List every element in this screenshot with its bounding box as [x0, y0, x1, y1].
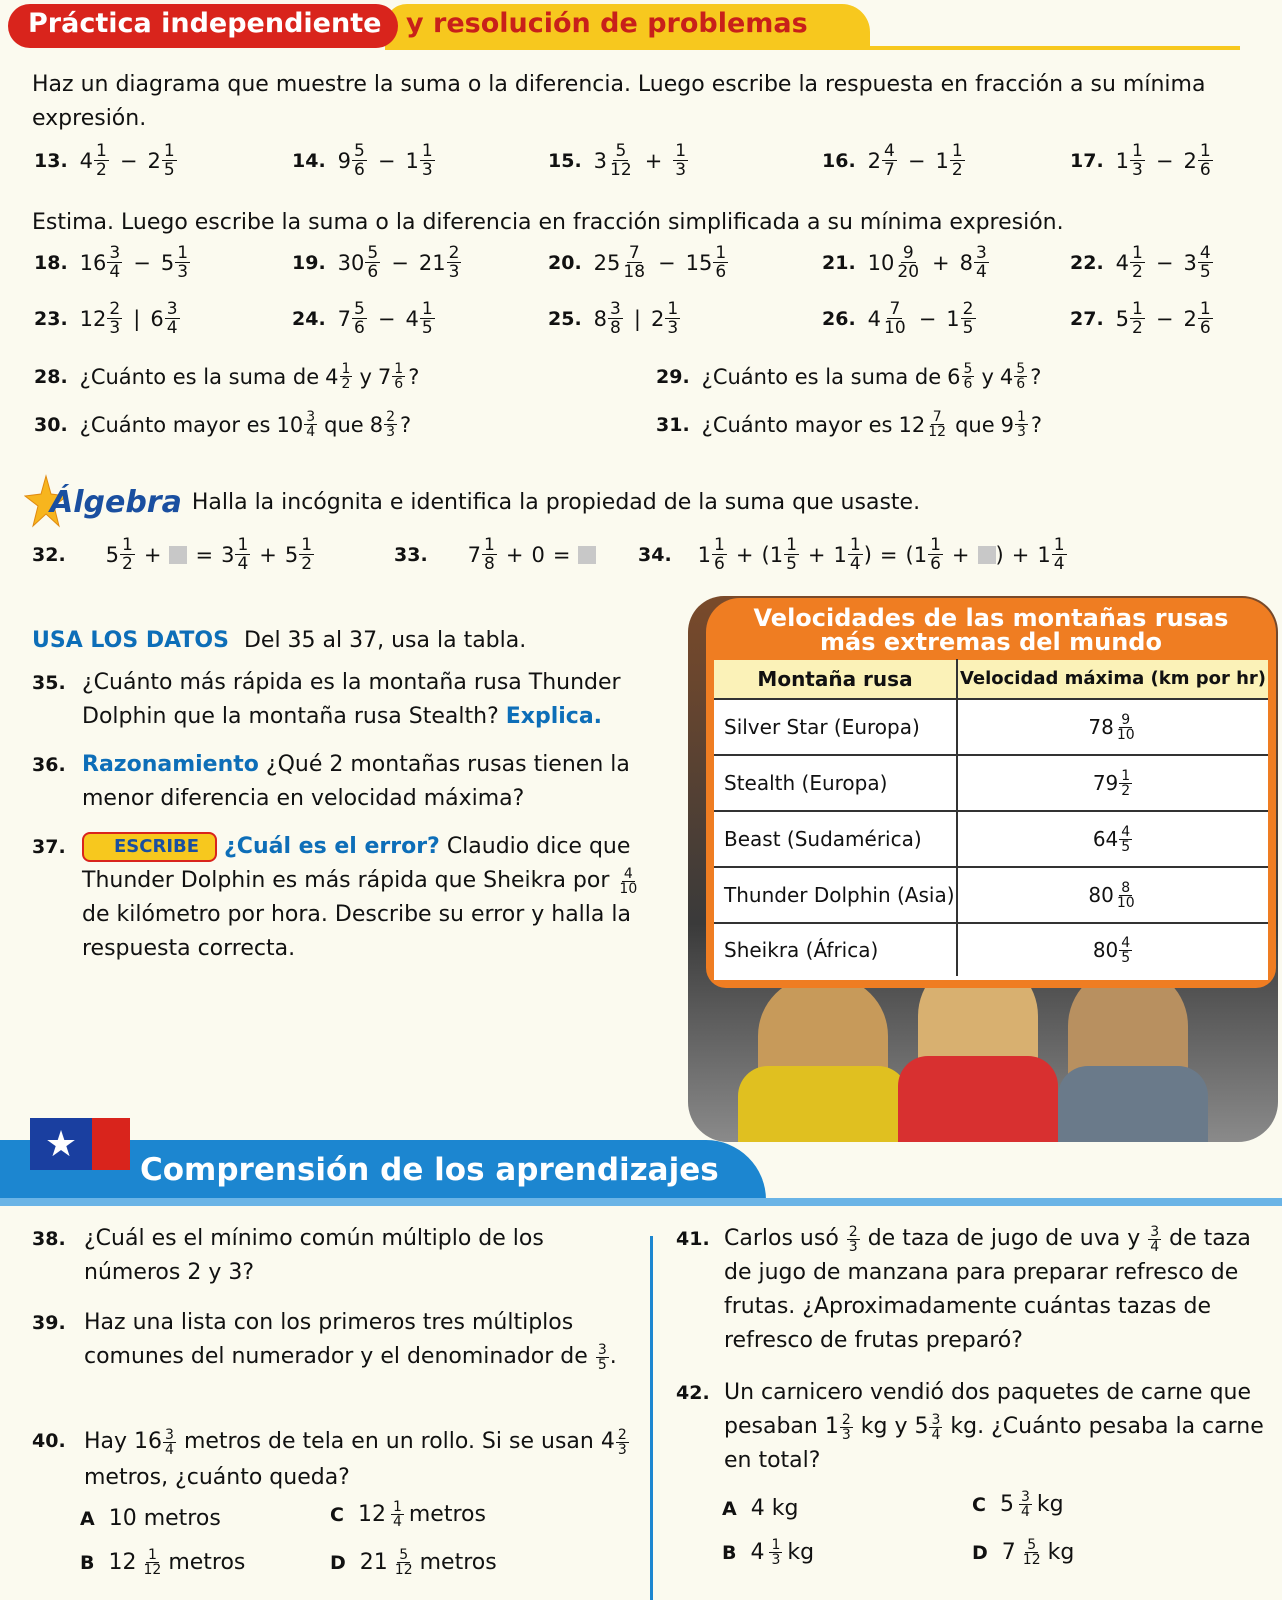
- operand-a-whole: 1: [1115, 148, 1130, 173]
- operand-a-whole: 30: [337, 250, 365, 275]
- datos-heading: [32, 628, 526, 653]
- operand-a-fraction: $\frac{1}{2}$: [96, 141, 107, 180]
- operand-a-fraction: $\frac{7}{18}$: [623, 243, 646, 282]
- operand-a-fraction: $\frac{5}{6}$: [367, 243, 379, 282]
- operand-a-fraction: $\frac{1}{3}$: [1132, 141, 1143, 180]
- operand-a-fraction: $\frac{5}{6}$: [354, 299, 365, 338]
- q38-text: ¿Cuál es el mínimo común múltiplo de los números 2 y 3?: [84, 1226, 544, 1285]
- problem-33: 33. 7 $\frac{1}{8}$ + 0 =: [394, 536, 596, 573]
- operand-b-fraction: $\frac{3}{4}$: [976, 243, 987, 282]
- operand-a-fraction: $\frac{5}{6}$: [354, 141, 365, 180]
- operand-b-whole: 8: [959, 250, 974, 275]
- operand-b-fraction: $\frac{1}{3}$: [177, 243, 189, 282]
- operand-b-fraction: $\frac{1}{3}$: [675, 141, 687, 180]
- operand-b-whole: 2: [1183, 306, 1197, 331]
- table-cell-name: Beast (Sudamérica): [714, 812, 958, 866]
- table-col-name: Montaña rusa: [714, 659, 958, 699]
- problem-23: [34, 300, 181, 337]
- operand-a-whole: 10: [867, 250, 895, 275]
- table-cell-speed: 80 $\frac{8}{10}$: [1088, 879, 1135, 911]
- rider-shirt-3: [1058, 1066, 1208, 1142]
- problem-number: 21.: [822, 251, 856, 274]
- problem-number: 14.: [292, 149, 326, 172]
- question-28: 28. ¿Cuánto es la suma de 4 $\frac{1}{2}$ y 7 $\frac{1}{6}$ ?: [34, 361, 420, 392]
- q42-option-b[interactable]: B 4 $\frac{1}{3}$ kg: [722, 1537, 815, 1568]
- operator: −: [119, 148, 138, 173]
- q38-number: 38.: [32, 1228, 66, 1250]
- unknown-box[interactable]: [169, 546, 187, 564]
- problem-number: 22.: [1070, 251, 1104, 274]
- operand-a-whole: 2: [867, 148, 882, 173]
- q37-text-1: Claudio dice que Thunder Dolphin es más rápida que Sheikra por: [82, 834, 631, 893]
- table-cell-speed: 79 $\frac{1}{2}$: [1092, 767, 1131, 799]
- table-row: [714, 812, 1268, 868]
- algebra-label: Álgebra: [50, 484, 182, 520]
- section-title: Comprensión de los aprendizajes: [140, 1152, 719, 1188]
- operator: −: [377, 306, 396, 331]
- problem-number: 24.: [292, 307, 326, 330]
- table-title-line-1: Velocidades de las montañas rusas: [753, 604, 1229, 632]
- table-title-line-2: más extremas del mundo: [820, 628, 1162, 656]
- operand-b-fraction: $\frac{1}{2}$: [951, 141, 963, 180]
- question-39: 39. Haz una lista con los primeros tres múltiplos comunes del numerador y el denominador de $\frac{3}{5}$ .: [32, 1306, 622, 1374]
- operand-a-fraction: $\frac{5}{12}$: [610, 141, 632, 180]
- unknown-box[interactable]: [978, 546, 996, 564]
- problem-14: [292, 142, 436, 179]
- operand-b-fraction: $\frac{4}{5}$: [1199, 243, 1211, 282]
- problem-number: 17.: [1070, 149, 1104, 172]
- operand-b-whole: 6: [150, 306, 164, 331]
- q39-fraction: $\frac{3}{5}$: [597, 1341, 607, 1373]
- operator: +: [644, 148, 663, 173]
- table-cell-name: Stealth (Europa): [714, 756, 958, 810]
- header-right-title: y resolución de problemas: [406, 8, 808, 39]
- table-cell-name: Silver Star (Europa): [714, 700, 958, 754]
- table-cell-speed: 64 $\frac{4}{5}$: [1092, 823, 1131, 855]
- operand-a-fraction: $\frac{4}{7}$: [884, 141, 895, 180]
- problem-25: [548, 300, 681, 337]
- operand-a-fraction: $\frac{1}{2}$: [1132, 299, 1143, 338]
- problem-24: [292, 300, 436, 337]
- table-cell-name: Thunder Dolphin (Asia): [714, 868, 958, 922]
- operand-b-fraction: $\frac{1}{5}$: [421, 299, 433, 338]
- table-header-row: [714, 660, 1268, 700]
- operand-b-fraction: $\frac{2}{3}$: [448, 243, 460, 282]
- problem-19: [292, 244, 462, 281]
- question-29: 29. ¿Cuánto es la suma de 6 $\frac{5}{6}$ y 4 $\frac{5}{6}$ ?: [656, 361, 1042, 392]
- q36-label: Razonamiento: [82, 752, 259, 777]
- operator: −: [377, 148, 396, 173]
- table-cell-name: Sheikra (África): [714, 924, 958, 976]
- operand-b-fraction: $\frac{1}{6}$: [715, 243, 727, 282]
- operand-b-whole: 21: [418, 250, 446, 275]
- problem-17: [1070, 142, 1214, 179]
- operand-a-whole: 3: [593, 148, 608, 173]
- rider-shirt-2: [898, 1056, 1058, 1142]
- problem-34: 34. 1 $\frac{1}{6}$ + ( 1 $\frac{1}{5}$ + 1 $\frac{1}{4}$ ) = ( 1 $\frac{1}{6}$ + ) + 1 $\frac{1}{4}$: [638, 535, 1065, 574]
- data-table: [714, 660, 1268, 980]
- operand-b-fraction: $\frac{1}{3}$: [421, 141, 433, 180]
- operand-a-whole: 4: [79, 148, 94, 173]
- operand-b-whole: 15: [685, 250, 713, 275]
- problem-number: 27.: [1070, 307, 1104, 330]
- operand-a-fraction: $\frac{1}{2}$: [1132, 243, 1143, 282]
- problem-18: [34, 244, 191, 281]
- q39-number: 39.: [32, 1312, 66, 1334]
- operand-b-whole: 2: [1183, 148, 1197, 173]
- q42-option-a[interactable]: A 4 kg: [722, 1496, 799, 1521]
- q39-text: Haz una lista con los primeros tres múltiplos comunes del numerador y el denominador de: [84, 1310, 588, 1369]
- header-underline: [385, 46, 1240, 50]
- table-col-speed: Velocidad máxima (km por hr): [959, 668, 1267, 689]
- q40-option-d[interactable]: D 21 $\frac{5}{12}$ metros: [330, 1547, 497, 1578]
- q37-text-2: de kilómetro por hora. Describe su error y halla la respuesta correcta.: [82, 902, 631, 961]
- operand-a-whole: 8: [593, 306, 608, 331]
- operand-a-fraction: $\frac{2}{3}$: [109, 299, 121, 338]
- table-cell-speed: 78 $\frac{9}{10}$: [1088, 711, 1135, 743]
- operator: |: [633, 306, 641, 331]
- operand-a-fraction: $\frac{3}{8}$: [610, 299, 621, 338]
- q35-explica: Explica.: [505, 704, 603, 729]
- operand-b-fraction: $\frac{1}{3}$: [667, 299, 679, 338]
- problem-26: [822, 300, 977, 337]
- question-41: 41. Carlos usó $\frac{2}{3}$ de taza de jugo de uva y $\frac{3}{4}$ de taza de jugo de manzana para preparar refresco de frutas. ¿Aproximadamente cuántas tazas de refresco de frutas preparó?: [676, 1222, 1266, 1358]
- operand-a-whole: 9: [337, 148, 352, 173]
- q40-option-a[interactable]: A 10 metros: [80, 1506, 221, 1531]
- algebra-heading: [24, 474, 920, 530]
- table-title: [706, 606, 1276, 654]
- operator: −: [918, 306, 937, 331]
- instructions-1: Haz un diagrama que muestre la suma o la diferencia. Luego escribe la respuesta en fracción a su mínima expresión.: [32, 72, 1206, 131]
- datos-label: USA LOS DATOS: [32, 628, 229, 653]
- problem-20: [548, 244, 729, 281]
- q41-number: 41.: [676, 1228, 710, 1250]
- operator: −: [391, 250, 409, 275]
- problem-32: 32. 5 $\frac{1}{2}$ + = 3 $\frac{1}{4}$ + 5 $\frac{1}{2}$: [32, 535, 313, 574]
- column-divider: [650, 1236, 653, 1600]
- q42-number: 42.: [676, 1382, 710, 1404]
- problem-number: 15.: [548, 149, 582, 172]
- operand-b-fraction: $\frac{1}{6}$: [1199, 141, 1211, 180]
- operand-a-whole: 7: [337, 306, 352, 331]
- operand-b-fraction: $\frac{1}{6}$: [1199, 299, 1211, 338]
- algebra-text: Halla la incógnita e identifica la propiedad de la suma que usaste.: [191, 489, 921, 515]
- problem-16: [822, 142, 966, 179]
- operand-b-whole: 5: [160, 250, 175, 275]
- operand-b-whole: 1: [946, 306, 960, 331]
- operand-b-whole: 1: [405, 148, 419, 173]
- operand-b-fraction: $\frac{2}{5}$: [962, 299, 974, 338]
- problem-number: 19.: [292, 251, 326, 274]
- table-row: [714, 924, 1268, 976]
- q40-number: 40.: [32, 1430, 66, 1452]
- problem-27: [1070, 300, 1214, 337]
- operator: +: [932, 250, 950, 275]
- question-35: [32, 666, 652, 734]
- operand-b-whole: 2: [650, 306, 665, 331]
- operand-b-whole: 1: [935, 148, 949, 173]
- unknown-box[interactable]: [578, 546, 596, 564]
- question-40: 40. Hay 16 $\frac{3}{4}$ metros de tela en un rollo. Si se usan 4 $\frac{2}{3}$ metros, ¿cuánto queda?: [32, 1424, 632, 1496]
- q37-number: 37.: [32, 836, 66, 858]
- q37-fraction: $\frac{4}{10}$: [619, 865, 638, 897]
- header-left-title: Práctica independiente: [28, 8, 382, 39]
- problem-number: 20.: [548, 251, 582, 274]
- question-30: 30. ¿Cuánto mayor es 10 $\frac{3}{4}$ que 8 $\frac{2}{3}$ ?: [34, 409, 412, 440]
- problem-number: 13.: [34, 149, 68, 172]
- instructions-2: Estima. Luego escribe la suma o la diferencia en fracción simplificada a su mínima expresión.: [32, 210, 1064, 235]
- operand-b-whole: 4: [405, 306, 419, 331]
- operand-a-whole: 16: [79, 250, 107, 275]
- q36-number: 36.: [32, 754, 66, 776]
- datos-text: Del 35 al 37, usa la tabla.: [243, 628, 527, 653]
- rider-shirt-1: [738, 1066, 908, 1142]
- operand-a-whole: 12: [79, 306, 107, 331]
- q36-text: ¿Qué 2 montañas rusas tienen la menor diferencia en velocidad máxima?: [82, 752, 630, 811]
- escribe-badge: ESCRIBE: [82, 832, 217, 862]
- operand-a-fraction: $\frac{9}{20}$: [897, 243, 920, 282]
- flag-icon: ★: [30, 1118, 130, 1170]
- question-38: [32, 1222, 622, 1290]
- problem-number: 16.: [822, 149, 856, 172]
- operand-a-whole: 4: [1115, 250, 1130, 275]
- problem-22: [1070, 244, 1214, 281]
- header-banner: [0, 0, 1282, 56]
- table-row: [714, 868, 1268, 924]
- operand-b-fraction: $\frac{3}{4}$: [166, 299, 178, 338]
- question-42: 42. Un carnicero vendió dos paquetes de carne que pesaban 1 $\frac{2}{3}$ kg y 5 $\frac{3}{4}$ kg. ¿Cuánto pesaba la carne en total?: [676, 1376, 1266, 1478]
- question-31: 31. ¿Cuánto mayor es 12 $\frac{7}{12}$ que 9 $\frac{1}{3}$ ?: [656, 409, 1043, 440]
- q42-option-d[interactable]: D 7 $\frac{5}{12}$ kg: [972, 1537, 1075, 1568]
- operator: −: [1155, 148, 1174, 173]
- section-banner-strip: [0, 1198, 1282, 1206]
- problem-21: [822, 244, 990, 281]
- problem-number: 23.: [34, 307, 68, 330]
- table-row: [714, 756, 1268, 812]
- q35-text: ¿Cuánto más rápida es la montaña rusa Thunder Dolphin que la montaña rusa Stealth?: [82, 670, 621, 729]
- table-body: [714, 700, 1268, 976]
- q40-option-b[interactable]: B 12 $\frac{1}{12}$ metros: [80, 1547, 246, 1578]
- operator: −: [1155, 250, 1174, 275]
- operand-b-whole: 2: [147, 148, 161, 173]
- problem-number: 18.: [34, 251, 68, 274]
- q40-option-c[interactable]: C 12 $\frac{1}{4}$ metros: [330, 1499, 486, 1530]
- operand-a-whole: 25: [593, 250, 621, 275]
- q37-label: ¿Cuál es el error?: [224, 834, 440, 859]
- operand-a-fraction: $\frac{3}{4}$: [109, 243, 121, 282]
- problem-13: [34, 142, 178, 179]
- operator: −: [133, 250, 151, 275]
- q35-number: 35.: [32, 672, 66, 694]
- operand-a-fraction: $\frac{7}{10}$: [884, 299, 906, 338]
- operator: |: [133, 306, 141, 331]
- operator: −: [907, 148, 926, 173]
- problem-number: 25.: [548, 307, 582, 330]
- operator: −: [1155, 306, 1174, 331]
- operand-a-whole: 5: [1115, 306, 1130, 331]
- question-36: [32, 748, 652, 816]
- q42-option-c[interactable]: C 5 $\frac{3}{4}$ kg: [972, 1489, 1064, 1520]
- operand-b-fraction: $\frac{1}{5}$: [163, 141, 175, 180]
- problem-15: [548, 142, 689, 179]
- problem-number: 26.: [822, 307, 856, 330]
- operator: −: [658, 250, 676, 275]
- table-row: [714, 700, 1268, 756]
- operand-b-whole: 3: [1183, 250, 1197, 275]
- table-cell-speed: 80 $\frac{4}{5}$: [1092, 934, 1131, 966]
- question-37: [32, 830, 652, 966]
- operand-a-whole: 4: [867, 306, 882, 331]
